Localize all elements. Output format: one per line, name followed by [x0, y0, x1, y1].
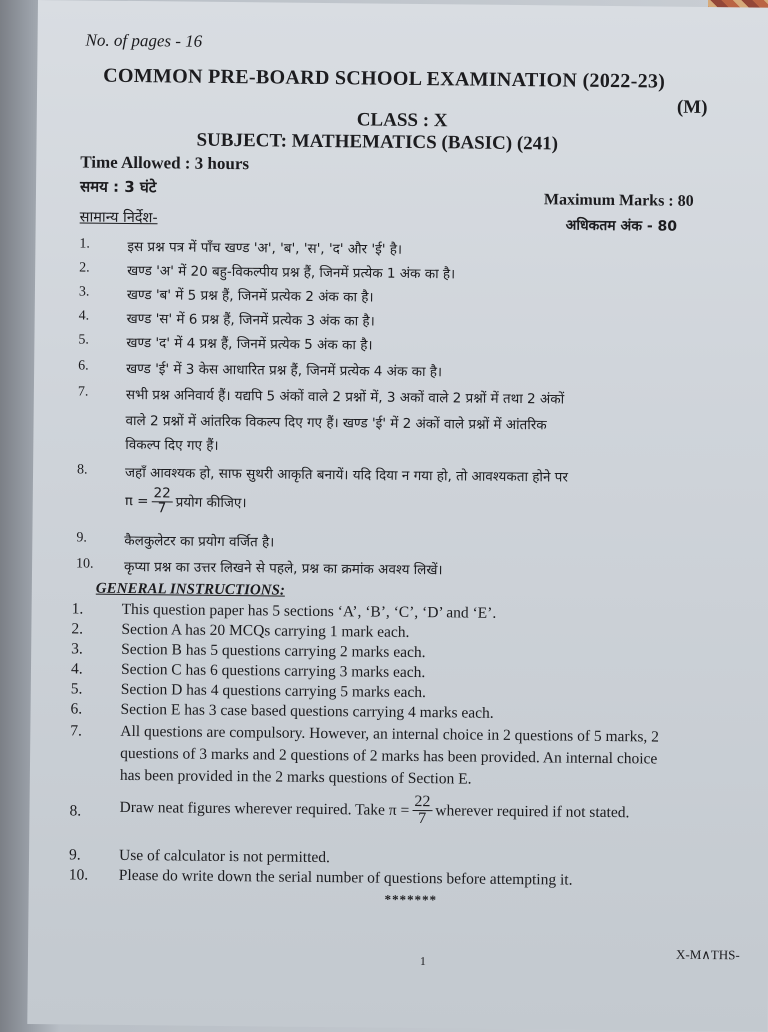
fraction-numerator: 22	[412, 794, 432, 811]
fraction-denominator: 7	[418, 810, 427, 828]
pi-fraction	[151, 487, 172, 515]
english-item-text: Section B has 5 questions carrying 2 marks each.	[121, 640, 426, 662]
pi-statement-english	[119, 791, 629, 829]
hindi-item-number: 2.	[79, 260, 90, 276]
footer-code: X-M∧THS-	[675, 946, 740, 963]
hindi-item-text: कैलकुलेटर का प्रयोग वर्जित है।	[124, 532, 275, 551]
hindi-item-text: जहाँ आवश्यक हो, साफ सुथरी आकृति बनायें। यदि दिया न गया हो, तो आवश्यकता होने पर	[124, 464, 569, 486]
hindi-item-text: वाले 2 प्रश्नों में आंतरिक विकल्प दिए गए हैं। खण्ड 'ई' में 2 अंकों वाले प्रश्नों में आंतरिक	[125, 412, 547, 434]
pi-suffix: प्रयोग कीजिए।	[175, 494, 247, 512]
english-item-text: questions of 3 marks and 2 questions of 2 marks has been provided. An internal choice	[120, 744, 658, 768]
hindi-item-number: 7.	[77, 384, 89, 400]
hindi-item-number: 9.	[76, 530, 87, 546]
q8-text: Draw neat figures wherever required. Take π =	[119, 798, 410, 819]
hindi-item-number: 6.	[78, 358, 89, 374]
page-number: 1	[419, 954, 427, 969]
hindi-instructions-heading: सामान्य निर्देश-	[79, 209, 158, 227]
hindi-item-text: कृप्या प्रश्न का उत्तर लिखने से पहले, प्रश्न का क्रमांक अवश्य लिखें।	[123, 558, 443, 579]
fraction-numerator: 22	[151, 487, 172, 502]
maximum-marks-hindi: अधिकतम अंक - 80	[565, 217, 678, 235]
english-item-text: Section C has 6 questions carrying 3 marks each.	[120, 660, 426, 682]
pi-statement-hindi	[125, 487, 247, 516]
english-item-number: 6.	[70, 700, 83, 718]
english-item-number: 7.	[70, 722, 83, 740]
exam-paper	[27, 0, 768, 1032]
hindi-item-number: 3.	[78, 284, 90, 300]
q8-suffix: wherever required if not stated.	[435, 801, 630, 821]
hindi-item-text: खण्ड 'ब' में 5 प्रश्न हैं, जिनमें प्रत्येक 2 अंक का है।	[126, 286, 374, 306]
english-item-number: 3.	[71, 640, 83, 658]
english-item-text: has been provided in the 2 marks questions of Section E.	[119, 766, 472, 788]
subject-label: SUBJECT: MATHEMATICS (BASIC) (241)	[196, 129, 559, 155]
hindi-item-number: 5.	[78, 332, 90, 348]
english-item-number: 1.	[71, 600, 84, 618]
english-item-text: Section D has 4 questions carrying 5 marks each.	[120, 680, 427, 702]
english-item-text: Use of calculator is not permitted.	[118, 846, 331, 867]
paper-code: (M)	[676, 96, 708, 119]
english-item-text: This question paper has 5 sections ‘A’, ‘B’, ‘C’, ‘D’ and ‘E’.	[121, 600, 497, 622]
pages-count: No. of pages - 16	[85, 30, 203, 51]
maximum-marks: Maximum Marks : 80	[543, 191, 694, 210]
pi-symbol: π =	[124, 492, 149, 510]
english-item-number: 5.	[70, 680, 83, 698]
hindi-item-text: खण्ड 'ई' में 3 केस आधारित प्रश्न हैं, जिनमें प्रत्येक 4 अंक का है।	[126, 360, 443, 381]
hindi-item-text: खण्ड 'स' में 6 प्रश्न हैं, जिनमें प्रत्येक 3 अंक का है।	[126, 310, 375, 330]
general-instructions-heading: GENERAL INSTRUCTIONS:	[95, 580, 285, 599]
exam-title: COMMON PRE-BOARD SCHOOL EXAMINATION (2022-23)	[103, 64, 666, 93]
class-label: CLASS : X	[356, 109, 448, 132]
english-item-text: Section A has 20 MCQs carrying 1 mark each.	[121, 620, 410, 641]
english-item-number: 10.	[68, 866, 89, 884]
fraction-denominator: 7	[157, 499, 167, 516]
time-allowed-hindi: समय : 3 घंटे	[79, 177, 157, 197]
english-item-number: 2.	[71, 620, 84, 638]
english-item-text: All questions are compulsory. However, an internal choice in 2 questions of 5 marks, 2	[120, 722, 660, 746]
hindi-item-text: सभी प्रश्न अनिवार्य हैं। यद्यपि 5 अंकों वाले 2 प्रश्नों में, 3 अकों वाले 2 प्रश्नों में तथा 2 अंकों	[125, 386, 565, 408]
hindi-item-number: 1.	[79, 236, 91, 252]
hindi-item-text: इस प्रश्न पत्र में पाँच खण्ड 'अ', 'ब', 'स', 'द' और 'ई' है।	[127, 238, 403, 258]
hindi-item-text: खण्ड 'अ' में 20 बहु-विकल्पीय प्रश्न हैं, जिनमें प्रत्येक 1 अंक का है।	[127, 262, 456, 283]
hindi-item-number: 10.	[76, 556, 94, 572]
hindi-item-text: खण्ड 'द' में 4 प्रश्न हैं, जिनमें प्रत्येक 5 अंक का है।	[126, 334, 373, 354]
english-item-text: Please do write down the serial number of questions before attempting it.	[118, 866, 573, 889]
end-stars: *******	[384, 891, 438, 908]
english-item-text: Section E has 3 case based questions carrying 4 marks each.	[120, 700, 494, 722]
pi-fraction	[412, 794, 432, 827]
time-allowed: Time Allowed : 3 hours	[80, 152, 250, 174]
english-item-number: 8.	[69, 802, 82, 820]
hindi-item-text: विकल्प दिए गए हैं।	[125, 436, 219, 454]
english-item-number: 9.	[68, 846, 81, 864]
hindi-item-number: 4.	[78, 308, 90, 324]
hindi-item-number: 8.	[77, 462, 88, 478]
english-item-number: 4.	[70, 660, 83, 678]
